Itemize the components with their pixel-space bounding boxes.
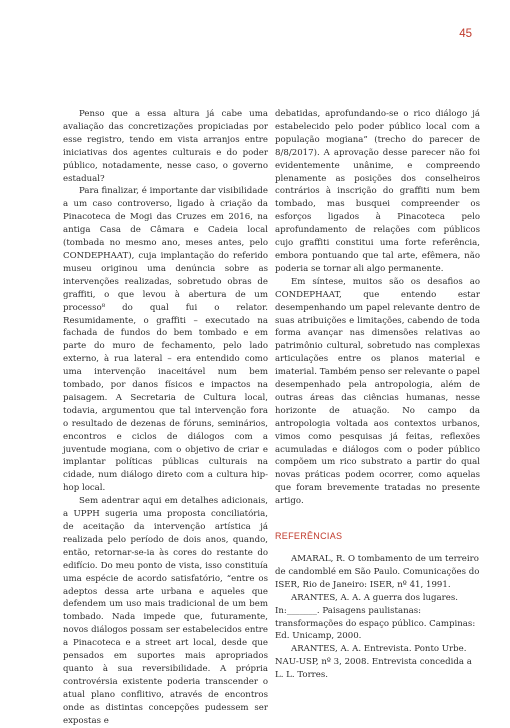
body-paragraph: Em síntese, muitos são os desafios ao CONDEPHAAT, que entendo estar desempenhando um papel relevante dentro de suas atribuições e limitações, cabendo de toda forma avançar nas dimensões relativas ao patrimônio cultural, sobretudo nas complexas articulações entre os planos material e imaterial. Também penso ser relevante o papel desempenhado pela antropologia, além de outras áreas das ciências humanas, nesse horizonte de atuação. No campo da antropologia voltada aos contextos urbanos, vimos como pesquisas já feitas, reflexões acumuladas e diálogos com o poder público compõem um rico substrato a partir do qual novas práticas podem ocorrer, como aquelas que foram brevemente tratadas no presente artigo. — [275, 276, 481, 507]
body-paragraph: debatidas, aprofundando-se o rico diálogo já estabelecido pelo poder público local com a população mogiana” (trecho do parecer de 8/8/2017). A aprovação desse parecer não foi evidentemente unânime, e compreendo plenamente as posições dos conselheiros contrários à inscrição do graffiti num bem tombado, mas busquei compreender os esforços ligados à Pinacoteca pelo aprofundamento de relações com públicos cujo graffiti constitui uma forte referência, embora pontuando que tal arte, efêmera, não poderia se tornar ali algo permanente. — [275, 109, 480, 274]
right-column — [275, 108, 480, 682]
reference-item: ARANTES, A. A. A guerra dos lugares. In:_______. Paisagens paulistanas: transformações do espaço público. Campinas: Ed. Unicamp, 2000. — [275, 592, 476, 642]
references-heading: REFERÊNCIAS — [275, 531, 343, 542]
reference-item: AMARAL, R. O tombamento de um terreiro de candomblé em São Paulo. Comunicações do ISER, Rio de Janeiro: ISER, nº 41, 1991. — [275, 554, 480, 590]
left-column — [63, 108, 268, 728]
body-paragraph: Sem adentrar aqui em detalhes adicionais, a UPPH sugeria uma proposta conciliatória, de aceitação da intervenção artística já realizada pelo período de dois anos, quando, então, retornar-se-ia às cores do restante do edifício. Do meu ponto de vista, isso constituía uma espécie de acordo satisfatório, “entre os adeptos dessa arte urbana e aqueles que defendem um uso mais tradicional de um bem tombado. Nada impede que, futuramente, novos diálogos possam ser estabelecidos entre a Pinacoteca e a street art local, desde que pensados em suportes mais apropriados quanto à sua reversibilidade. A própria controvérsia existente poderia transcender o atual plano conflitivo, através de encontros onde as distintas concepções pudessem ser expostas e — [63, 496, 268, 726]
reference-item: ARANTES, A. A. Entrevista. Ponto Urbe. NAU-USP, nº 3, 2008. Entrevista concedida a L. L. Torres. — [275, 644, 472, 681]
body-paragraph: Para finalizar, é importante dar visibilidade a um caso controverso, ligado à criação da Pinacoteca de Mogi das Cruzes em 2016, na antiga Casa de Câmara e Cadeia local (tombada no mesmo ano, meses antes, pelo CONDEPHAAT), cuja implantação do referido museu originou uma denúncia sobre as intervenções realizadas, sobretudo obras de graffiti, o que levou à abertura de um processo⁸ do qual fui o relator. Resumidamente, o graffiti – executado na fachada de fundos do bem tombado e em parte do muro de fechamento, pelo lado externo, à rua lateral – era entendido como uma intervenção inaceitável num bem tombado, por danos físicos e impactos na paisagem. A Secretaria de Cultura local, todavia, argumentou que tal intervenção fora o resultado de dezenas de fóruns, seminários, encontros e ciclos de diálogos com a juventude mogiana, com o objetivo de criar e implantar políticas públicas culturais na cidade, num diálogo direto com a cultura hip-hop local. — [63, 186, 268, 494]
page-number: 45 — [459, 28, 472, 40]
body-paragraph: Penso que a essa altura já cabe uma avaliação das concretizações propiciadas por esse registro, tendo em vista arranjos entre iniciativas dos agentes culturais e do poder público, notadamente, nesse caso, o governo estadual? — [63, 109, 268, 184]
